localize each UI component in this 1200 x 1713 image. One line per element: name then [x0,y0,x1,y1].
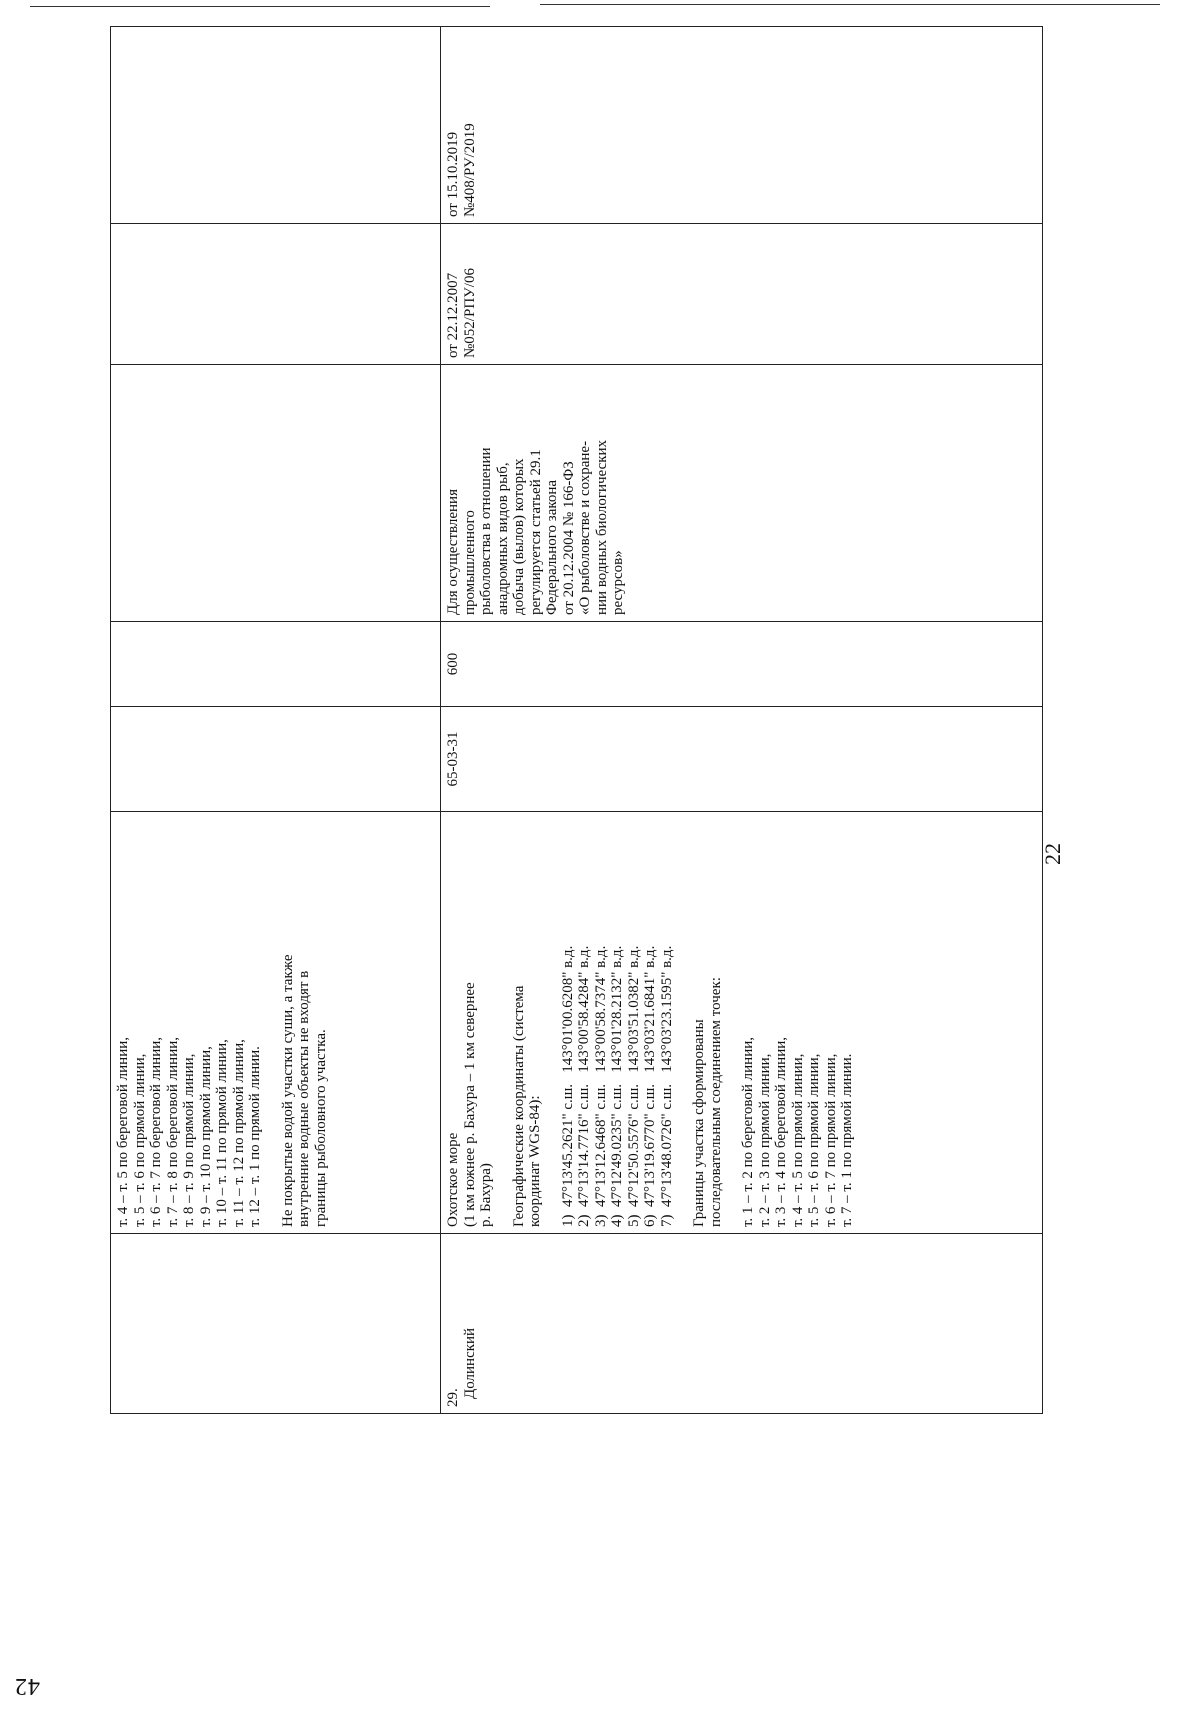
purpose-line: регулируется статьей 29.1 [527,449,544,615]
note-line: внутренние водные объекты не входят в [296,970,312,1227]
page-number: 22 [1040,843,1065,865]
document-ref-line: №408/РУ/2019 [461,123,478,217]
coordinates-header-line: координат WGS-84): [527,1095,543,1227]
purpose-line: «О рыболовстве и сохране- [577,440,593,615]
document-ref-line: от 22.12.2007 [445,272,461,358]
cell-empty [111,365,441,622]
note-line: Не покрытые водой участки суши, а также [279,954,296,1227]
spacer [264,818,280,1227]
area-code: 65-03-31 [445,731,461,787]
location-line: Охотское море [445,1132,461,1227]
table-row-29 [441,27,1043,1414]
cell-area-description [441,812,1043,1234]
border-segment-line: т. 2 – т. 3 по прямой линии, [756,1053,773,1227]
borders-header-line: Границы участка сформированы [691,1019,707,1227]
note-line: границы рыболовного участка. [312,1029,329,1227]
coordinates-header-line: Географические координаты (система [510,985,527,1227]
purpose-line: промышленного [461,510,478,615]
table-row-continuation [111,27,441,1414]
spacer [495,818,511,1227]
border-segment-line: т. 4 – т. 5 по береговой линии, [115,1036,131,1227]
borders-header-line: последовательным соединением точек: [707,977,724,1227]
cell-empty [111,622,441,707]
coordinate-point: 6) 47°13'19.6770" с.ш. 143°03'21.6841" в.д. [642,945,658,1227]
corner-page-mark: 42 [14,1673,40,1699]
fishing-areas-table [110,26,1043,1414]
spacer [724,818,740,1227]
document-ref-line: №052/РПУ/06 [461,268,478,358]
border-segment-line: т. 7 – т. 1 по прямой линии. [839,1053,855,1227]
location-line: р. Бахура) [478,1163,494,1227]
cell-empty [111,707,441,812]
border-segment-line: т. 12 – т. 1 по прямой линии. [247,1046,263,1227]
cell-empty [111,224,441,365]
cell-continuation-description [111,812,441,1234]
spacer [675,818,691,1227]
cell-area-code [441,707,1043,812]
border-segment-line: т. 6 – т. 7 по береговой линии, [148,1036,164,1227]
location-line: (1 км южнее р. Бахура – 1 км севернее [461,982,478,1227]
purpose-line: рыболовства в отношении [478,447,494,615]
document-ref-line: от 15.10.2019 [445,131,461,217]
coordinate-point: 1) 47°13'45.2621" с.ш. 143°01'00.6208" в.д. [559,945,576,1227]
purpose-line: ресурсов» [610,550,626,615]
border-segment-line: т. 11 – т. 12 по прямой линии, [230,1039,247,1227]
cell-empty [111,27,441,224]
cell-area-size [441,622,1043,707]
border-segment-line: т. 9 – т. 10 по прямой линии, [197,1046,214,1227]
coordinate-point: 7) 47°13'48.0726" с.ш. 143°03'23.1595" в.д. [658,945,675,1227]
row-number: 29. [445,1388,461,1407]
coordinate-point: 3) 47°13'12.6468" с.ш. 143°00'58.7374" в.д. [592,945,609,1227]
area-size: 600 [445,652,461,676]
coordinate-point: 4) 47°12'49.0235" с.ш. 143°01'28.2132" в.д. [609,945,625,1227]
border-segment-line: т. 5 – т. 6 по прямой линии, [131,1053,148,1227]
border-segment-line: т. 7 – т. 8 по береговой линии, [164,1036,181,1227]
purpose-line: Для осуществления [445,489,461,615]
cell-district [441,1234,1043,1414]
cell-doc-1 [441,224,1043,365]
border-segment-line: т. 6 – т. 7 по прямой линии, [822,1053,839,1227]
purpose-line: Федерального закона [544,479,560,615]
border-segment-line: т. 3 – т. 4 по береговой линии, [773,1036,789,1227]
purpose-line: нии водных биологических [593,439,610,615]
border-segment-line: т. 8 – т. 9 по прямой линии, [181,1053,197,1227]
purpose-line: от 20.12.2004 № 166-ФЗ [560,461,577,615]
border-segment-line: т. 10 – т. 11 по прямой линии, [214,1039,230,1227]
border-segment-line: т. 5 – т. 6 по прямой линии, [806,1053,822,1227]
coordinate-point: 2) 47°13'14.7716" с.ш. 143°00'58.4284" в.д. [576,945,592,1227]
border-segment-line: т. 4 – т. 5 по прямой линии, [789,1053,806,1227]
purpose-line: анадромных видов рыб, [494,462,511,615]
district-name: Долинский [461,1327,478,1399]
spacer [544,818,560,1227]
border-segment-line: т. 1 – т. 2 по береговой линии, [740,1036,756,1227]
coordinate-point: 5) 47°12'50.5576" с.ш. 143°03'51.0382" в.д. [625,945,642,1227]
cell-purpose [441,365,1043,622]
cell-doc-2 [441,27,1043,224]
purpose-line: добыча (вылов) которых [511,458,527,615]
cell-empty [111,1234,441,1414]
